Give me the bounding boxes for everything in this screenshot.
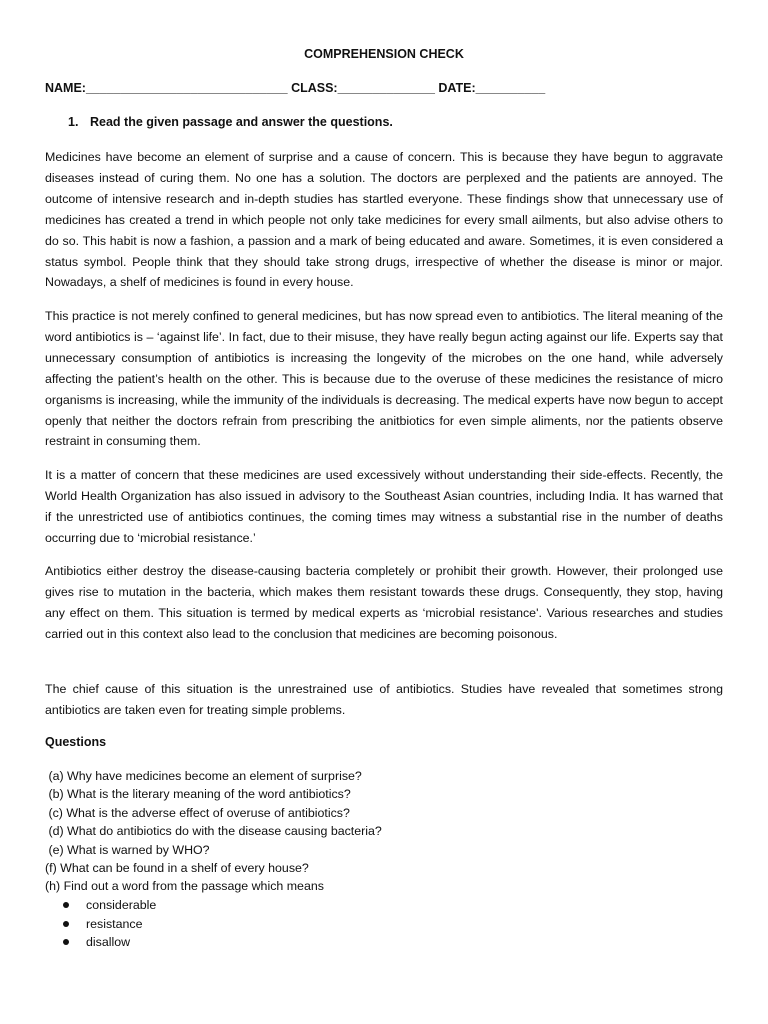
- word-meaning-item: disallow: [63, 933, 156, 952]
- instruction: [68, 115, 393, 129]
- word-meaning-item: resistance: [63, 915, 156, 934]
- bullet-icon: [63, 939, 69, 945]
- question-item: (h) Find out a word from the passage which means: [45, 879, 324, 894]
- question-item: (d) What do antibiotics do with the disease causing bacteria?: [45, 824, 382, 839]
- question-item: (a) Why have medicines become an element of surprise?: [45, 769, 362, 783]
- instruction-number: 1.: [68, 115, 79, 129]
- passage-paragraph-1: Medicines have become an element of surprise and a cause of concern. This is because they have begun to aggravate diseases instead of curing them. No one has a solution. The doctors are perplexed and the patients are annoyed. The outcome of intensive research and in-depth studies has startled everyone. These findings show that unnecessary use of medicines has created a trend in which people not only take medicines for every small ailments, but also advise others to do so. This habit is now a fashion, a passion and a mark of being educated and aware. Sometimes, it is even considered a status symbol. People think that they should take strong drugs, irrespective of whether the disease is minor or major. Nowadays, a shelf of medicines is found in every house.: [45, 150, 723, 290]
- question-item: (e) What is warned by WHO?: [45, 842, 210, 857]
- word-meaning-item: considerable: [63, 896, 156, 915]
- instruction-text: Read the given passage and answer the questions.: [90, 115, 393, 129]
- question-item: (f) What can be found in a shelf of every house?: [45, 861, 309, 876]
- questions-heading: Questions: [45, 735, 107, 749]
- page-title: COMPREHENSION CHECK: [304, 47, 464, 61]
- name-field: NAME:_____________________________: [45, 81, 288, 95]
- word-meaning-list: [63, 896, 156, 952]
- question-list: [45, 767, 382, 896]
- class-field: CLASS:______________: [291, 81, 435, 95]
- bullet-icon: [63, 902, 69, 908]
- passage-paragraph-3: It is a matter of concern that these medicines are used excessively without understanding their side-effects. Recently, the World Health Organization has also issued in advisory to the Southeast Asian countries, including India. It has warned that if the unrestricted use of antibiotics continues, the coming times may witness a substantial rise in the number of deaths occurring due to ‘microbial resistance.’: [45, 468, 723, 545]
- passage-paragraph-2: This practice is not merely confined to general medicines, but has now spread even to antibiotics. The literal meaning of the word antibiotics is – ‘against life’. In fact, due to their misuse, they have really begun acting against our life. Experts say that unnecessary consumption of antibiotics is increasing the longevity of the microbes on the one hand, while adversely affecting the patient’s health on the other. This is because due to the overuse of these medicines the resistance of micro organisms is increasing, while the immunity of the individuals is decreasing. The medical experts have now begun to accept openly that neither the doctors refrain from prescribing the anitbiotics for even simple aliments, nor the patients observe restraint in consuming them.: [45, 309, 723, 449]
- date-field: DATE:__________: [438, 81, 546, 95]
- bullet-icon: [63, 921, 69, 927]
- student-info-line: [45, 81, 545, 95]
- passage-paragraph-4: Antibiotics either destroy the disease-causing bacteria completely or prohibit their growth. However, their prolonged use gives rise to mutation in the bacteria, which makes them resistant towards these drugs. Consequently, they stop, having any effect on them. This situation is termed by medical experts as ‘microbial resistance'. Various researches and studies carried out in this context also lead to the conclusion that medicines are becoming poisonous.: [45, 564, 723, 641]
- question-item: (c) What is the adverse effect of overuse of antibiotics?: [45, 805, 350, 820]
- question-item: (b) What is the literary meaning of the word antibiotics?: [45, 787, 351, 802]
- passage-paragraph-5: The chief cause of this situation is the unrestrained use of antibiotics. Studies have revealed that sometimes strong antibiotics are taken even for treating simple problems.: [45, 682, 723, 717]
